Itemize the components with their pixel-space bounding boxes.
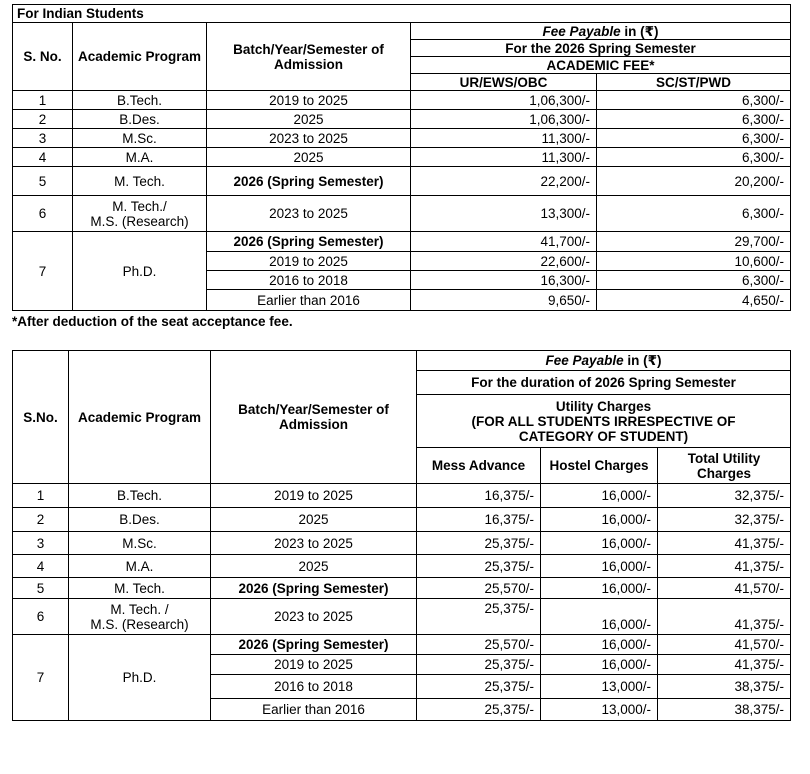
footnote: *After deduction of the seat acceptance fee. <box>12 314 293 329</box>
fee-payable-label: Fee Payable <box>545 353 624 368</box>
header-utility-charges <box>417 395 791 448</box>
program-line-1: M. Tech./ <box>112 198 167 214</box>
cell-batch: 2023 to 2025 <box>211 599 417 635</box>
program-line-2: M.S. (Research) <box>90 213 189 229</box>
cell-sno: 4 <box>13 555 69 578</box>
cell-total: 41,375/- <box>658 532 791 555</box>
cell-program: Ph.D. <box>69 635 211 721</box>
cell-hostel: 16,000/- <box>541 555 658 578</box>
cell-sno: 5 <box>13 578 69 599</box>
cell-program: M.Sc. <box>69 532 211 555</box>
table-row <box>13 555 791 578</box>
header-program: Academic Program <box>73 23 207 91</box>
cell-total: 38,375/- <box>658 675 791 699</box>
cell-batch: 2016 to 2018 <box>211 675 417 699</box>
header-total-utility: Total Utility Charges <box>658 448 791 484</box>
header-hostel-charges: Hostel Charges <box>541 448 658 484</box>
header-sno: S. No. <box>13 23 73 91</box>
cell-total: 32,375/- <box>658 484 791 508</box>
cell-batch: 2023 to 2025 <box>207 129 411 148</box>
cell-program: M.Sc. <box>73 129 207 148</box>
cell-batch: 2019 to 2025 <box>211 655 417 675</box>
cell-hostel: 13,000/- <box>541 699 658 721</box>
cell-program: M.A. <box>73 148 207 167</box>
cell-mess: 25,375/- <box>417 599 541 635</box>
cell-mess: 25,375/- <box>417 699 541 721</box>
cell-mess: 25,375/- <box>417 555 541 578</box>
header-for-duration: For the duration of 2026 Spring Semester <box>417 371 791 395</box>
cell-ur: 41,700/- <box>411 232 597 252</box>
cell-batch: 2025 <box>207 148 411 167</box>
cell-ur: 1,06,300/- <box>411 110 597 129</box>
table-row <box>13 578 791 599</box>
cell-sno: 3 <box>13 532 69 555</box>
cell-ur: 11,300/- <box>411 148 597 167</box>
cell-batch: 2019 to 2025 <box>207 252 411 271</box>
cell-program: B.Tech. <box>69 484 211 508</box>
cell-program: B.Des. <box>73 110 207 129</box>
fee-payable-unit: in (₹) <box>620 23 659 39</box>
cell-total: 41,570/- <box>658 635 791 655</box>
cell-program: Ph.D. <box>73 232 207 311</box>
cell-sno: 2 <box>13 508 69 532</box>
cell-sc: 6,300/- <box>597 129 791 148</box>
header-sno: S.No. <box>13 351 69 484</box>
cell-batch: 2026 (Spring Semester) <box>211 635 417 655</box>
cell-sno: 7 <box>13 635 69 721</box>
cell-mess: 25,570/- <box>417 578 541 599</box>
header-program: Academic Program <box>69 351 211 484</box>
fee-payable-label: Fee Payable <box>542 23 621 39</box>
table-row <box>13 508 791 532</box>
cell-hostel: 13,000/- <box>541 675 658 699</box>
fee-payable-unit: in (₹) <box>623 353 662 368</box>
cell-batch: Earlier than 2016 <box>211 699 417 721</box>
cell-sc: 6,300/- <box>597 148 791 167</box>
table-row <box>13 167 791 196</box>
program-line-1: M. Tech. / <box>110 601 169 617</box>
cell-program: M. Tech. <box>73 167 207 196</box>
cell-sno: 2 <box>13 110 73 129</box>
cell-sc: 4,650/- <box>597 290 791 311</box>
cell-program: M. Tech. <box>69 578 211 599</box>
utility-line-2: (FOR ALL STUDENTS IRRESPECTIVE OF <box>471 413 736 429</box>
cell-sc: 6,300/- <box>597 271 791 290</box>
header-academic-fee: ACADEMIC FEE* <box>411 57 791 74</box>
cell-hostel: 16,000/- <box>541 635 658 655</box>
table-row <box>13 129 791 148</box>
cell-batch: Earlier than 2016 <box>207 290 411 311</box>
cell-ur: 9,650/- <box>411 290 597 311</box>
cell-sno: 5 <box>13 167 73 196</box>
cell-batch: 2026 (Spring Semester) <box>211 578 417 599</box>
cell-sc: 6,300/- <box>597 110 791 129</box>
cell-batch: 2025 <box>211 508 417 532</box>
cell-mess: 25,375/- <box>417 655 541 675</box>
cell-sno: 7 <box>13 232 73 311</box>
table-row <box>13 599 791 635</box>
header-batch: Batch/Year/Semester of Admission <box>207 23 411 91</box>
table-row <box>13 91 791 110</box>
cell-mess: 25,375/- <box>417 532 541 555</box>
cell-hostel: 16,000/- <box>541 532 658 555</box>
table-row <box>13 232 791 252</box>
cell-batch: 2019 to 2025 <box>207 91 411 110</box>
cell-program <box>73 196 207 232</box>
cell-ur: 16,300/- <box>411 271 597 290</box>
cell-sno: 1 <box>13 91 73 110</box>
cell-program: B.Des. <box>69 508 211 532</box>
cell-hostel: 16,000/- <box>541 655 658 675</box>
table-row <box>13 110 791 129</box>
academic-fee-table <box>12 4 791 311</box>
header-fee-payable <box>411 23 791 40</box>
cell-total: 41,375/- <box>658 599 791 635</box>
header-for-semester: For the 2026 Spring Semester <box>411 40 791 57</box>
table-row <box>13 484 791 508</box>
cell-mess: 25,570/- <box>417 635 541 655</box>
cell-sc: 10,600/- <box>597 252 791 271</box>
cell-hostel: 16,000/- <box>541 599 658 635</box>
cell-sno: 4 <box>13 148 73 167</box>
table-row <box>13 532 791 555</box>
cell-ur: 22,600/- <box>411 252 597 271</box>
cell-batch: 2019 to 2025 <box>211 484 417 508</box>
cell-program: B.Tech. <box>73 91 207 110</box>
cell-sno: 6 <box>13 196 73 232</box>
cell-total: 41,375/- <box>658 655 791 675</box>
cell-sno: 3 <box>13 129 73 148</box>
cell-batch: 2026 (Spring Semester) <box>207 167 411 196</box>
header-sc-st-pwd: SC/ST/PWD <box>597 74 791 91</box>
cell-sc: 29,700/- <box>597 232 791 252</box>
cell-batch: 2025 <box>207 110 411 129</box>
cell-ur: 11,300/- <box>411 129 597 148</box>
header-fee-payable <box>417 351 791 371</box>
utility-line-3: CATEGORY OF STUDENT) <box>518 428 689 444</box>
cell-total: 41,375/- <box>658 555 791 578</box>
cell-program <box>69 599 211 635</box>
fee-document <box>12 4 790 721</box>
table-row <box>13 196 791 232</box>
cell-batch: 2025 <box>211 555 417 578</box>
header-mess-advance: Mess Advance <box>417 448 541 484</box>
cell-mess: 16,375/- <box>417 484 541 508</box>
cell-sno: 6 <box>13 599 69 635</box>
cell-sc: 6,300/- <box>597 91 791 110</box>
program-line-2: M.S. (Research) <box>90 616 189 632</box>
cell-ur: 13,300/- <box>411 196 597 232</box>
cell-sno: 1 <box>13 484 69 508</box>
header-batch: Batch/Year/Semester of Admission <box>211 351 417 484</box>
cell-mess: 25,375/- <box>417 675 541 699</box>
header-ur-ews-obc: UR/EWS/OBC <box>411 74 597 91</box>
cell-hostel: 16,000/- <box>541 578 658 599</box>
cell-sc: 6,300/- <box>597 196 791 232</box>
cell-batch: 2026 (Spring Semester) <box>207 232 411 252</box>
cell-sc: 20,200/- <box>597 167 791 196</box>
cell-total: 32,375/- <box>658 508 791 532</box>
table-row <box>13 635 791 655</box>
cell-batch: 2016 to 2018 <box>207 271 411 290</box>
cell-ur: 22,200/- <box>411 167 597 196</box>
cell-program: M.A. <box>69 555 211 578</box>
section-title: For Indian Students <box>13 5 791 23</box>
cell-hostel: 16,000/- <box>541 484 658 508</box>
table-row <box>13 148 791 167</box>
cell-batch: 2023 to 2025 <box>207 196 411 232</box>
cell-total: 41,570/- <box>658 578 791 599</box>
utility-line-1: Utility Charges <box>555 398 652 414</box>
cell-hostel: 16,000/- <box>541 508 658 532</box>
cell-mess: 16,375/- <box>417 508 541 532</box>
cell-ur: 1,06,300/- <box>411 91 597 110</box>
utility-charges-table <box>12 350 791 721</box>
cell-batch: 2023 to 2025 <box>211 532 417 555</box>
cell-total: 38,375/- <box>658 699 791 721</box>
